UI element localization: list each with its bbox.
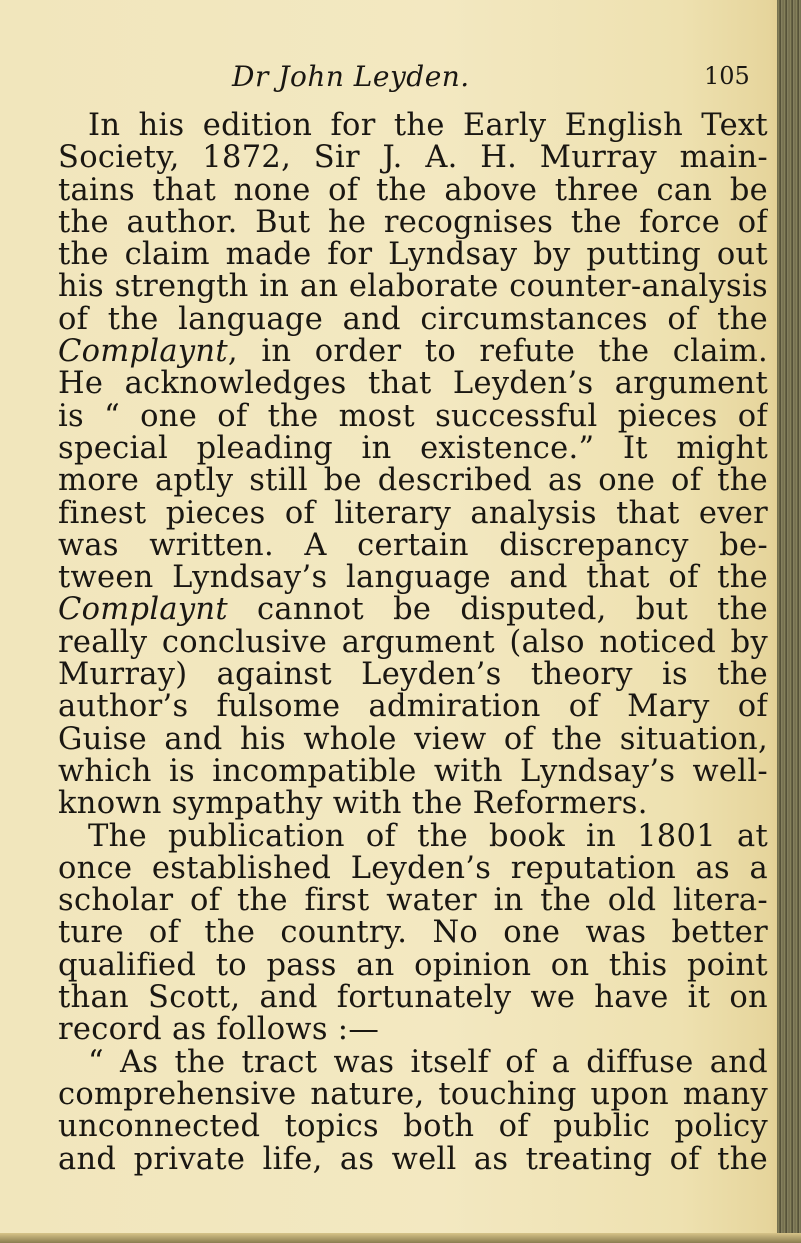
text-line: Society, 1872, Sir J. A. H. Murray main- [58,142,768,175]
text-line: his strength in an elaborate counter-analysis [58,271,768,304]
text-line: qualified to pass an opinion on this point [58,949,768,983]
text-line: special pleading in existence.” It might [58,432,768,466]
running-title: Dr John Leyden. [232,60,470,93]
text-line: comprehensive nature, touching upon many [58,1078,768,1112]
text-line: unconnected topics both of public policy [58,1111,768,1144]
text-line-complaynt [58,594,768,626]
text-line: The publication of the book in 1801 at [88,820,768,853]
text-line-rest: , in order to refute the claim. [227,336,768,369]
text-line: tween Lyndsay’s language and that of the [58,562,768,595]
text-line: author’s fulsome admiration of Mary of [58,691,768,724]
text-line: than Scott, and fortunately we have it on [58,982,768,1015]
text-line: was written. A certain discrepancy be- [58,529,768,563]
text-line: is “ one of the most successful pieces of [58,400,768,433]
page-fore-edge [777,0,801,1243]
text-line: finest pieces of literary analysis that ever [58,497,768,530]
complaynt-title: Complaynt [58,336,228,369]
page-number: 105 [704,62,750,90]
page-bottom-edge [0,1233,801,1243]
text-line: “ As the tract was itself of a diffuse and [88,1046,768,1079]
text-line: scholar of the first water in the old litera- [58,885,768,918]
text-line: more aptly still be described as one of the [58,465,768,498]
text-line: known sympathy with the Reformers. [58,788,648,821]
text-line: really conclusive argument (also noticed by [58,626,768,660]
text-line: and private life, as well as treating of the [58,1143,768,1176]
text-line: Guise and his whole view of the situation, [58,723,768,756]
text-line: In his edition for the Early English Text [88,110,768,143]
text-line: once established Leyden’s reputation as a [58,852,768,886]
complaynt-title: Complaynt [58,594,228,627]
text-line: ture of the country. No one was better [58,917,768,950]
body-text [58,110,768,1176]
text-line-complaynt [58,336,768,368]
text-line: record as follows :— [58,1014,380,1047]
text-line: tains that none of the above three can be [58,174,768,207]
text-line-rest: cannot be disputed, but the [227,594,768,627]
text-line: the author. But he recognises the force of [58,206,768,240]
text-line: He acknowledges that Leyden’s argument [58,368,768,401]
text-line: which is incompatible with Lyndsay’s well- [58,755,768,789]
text-line: of the language and circumstances of the [58,303,768,337]
text-line: the claim made for Lyndsay by putting out [58,239,768,272]
page-header [0,60,760,100]
text-line: Murray) against Leyden’s theory is the [58,659,768,692]
